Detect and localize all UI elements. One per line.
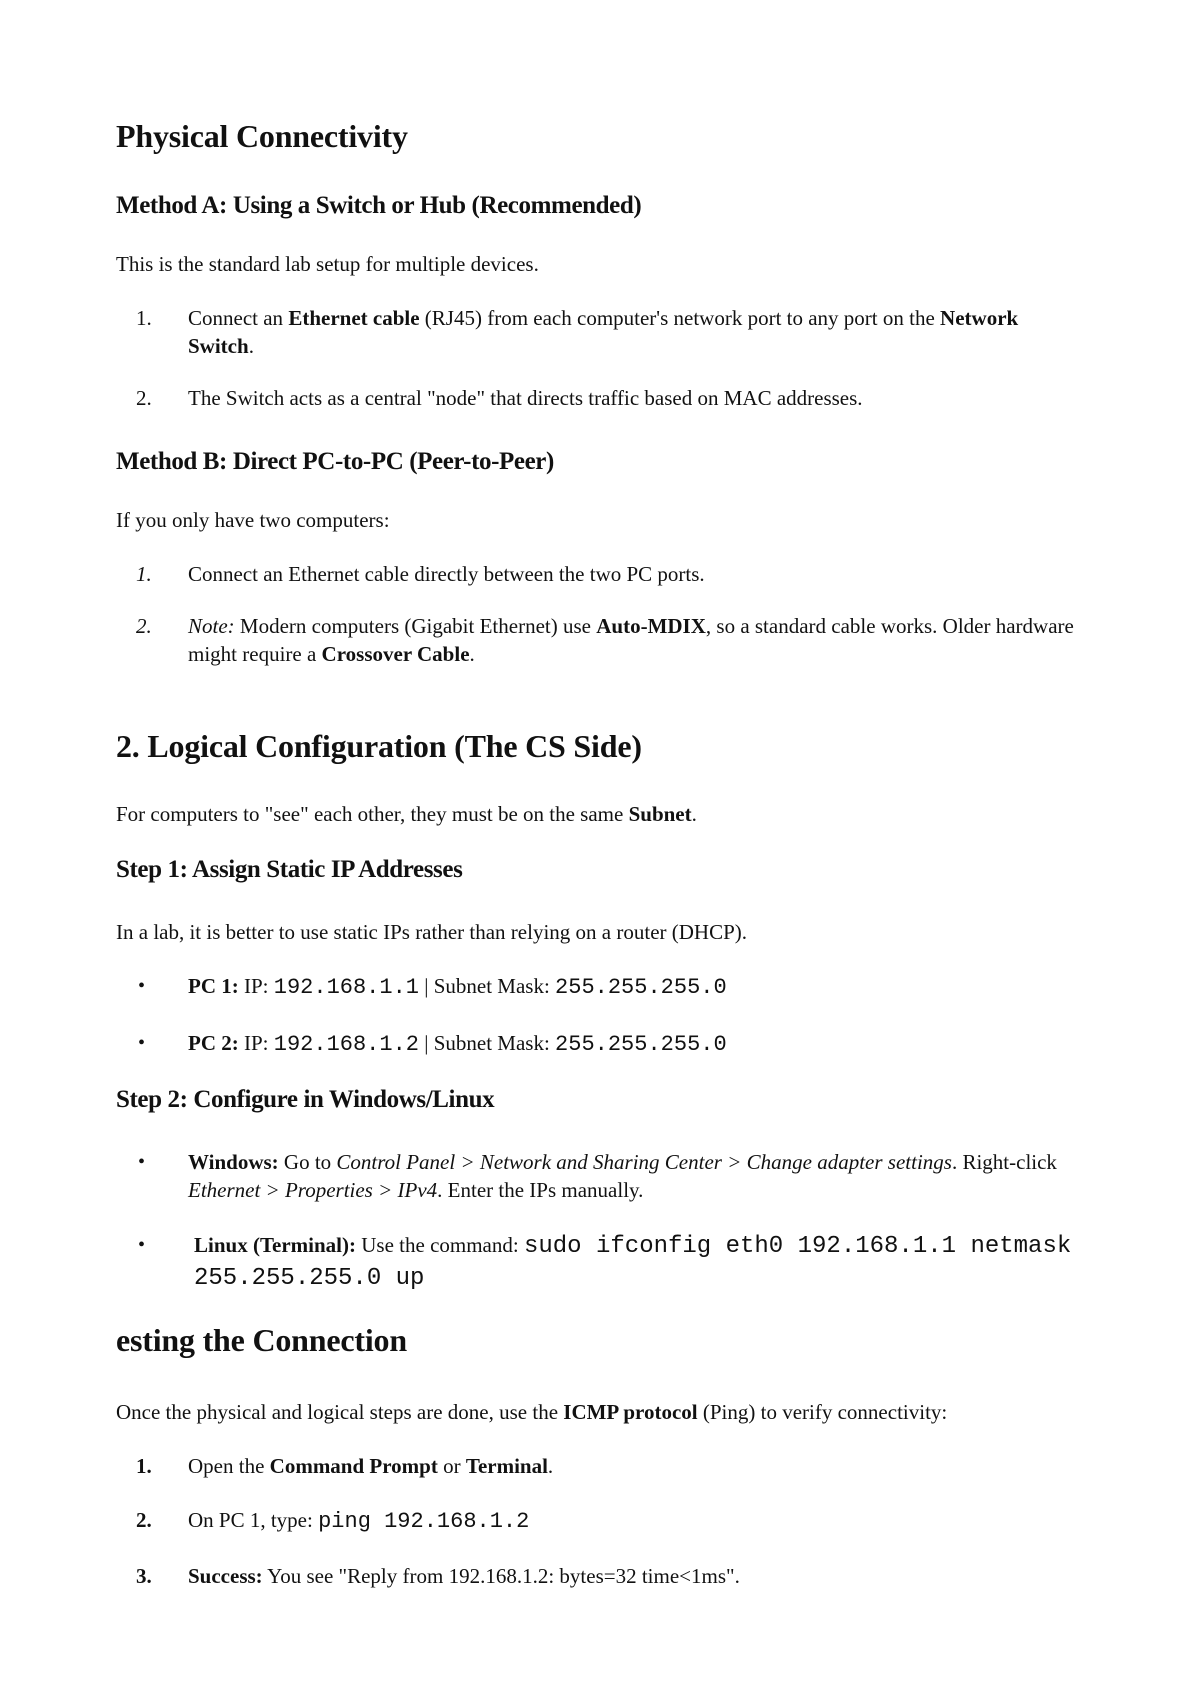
step-text: (RJ45) from each computer's network port to any port on the <box>419 306 941 330</box>
step-text: , so a standard cable works. Older hardware might require a <box>188 614 1074 666</box>
command-text: sudo ifconfig eth0 192.168.1.1 netmask 255.255.255.0 up <box>194 1233 1072 1292</box>
step2-heading: Step 2: Configure in Windows/Linux <box>116 1086 495 1113</box>
method-a-steps <box>116 304 1076 412</box>
list-item <box>116 1452 1076 1480</box>
ip-prefix: IP: <box>238 1031 274 1055</box>
step-text: Open the <box>188 1454 270 1478</box>
config-path: Control Panel > Network and Sharing Center > Change adapter settings <box>336 1150 952 1174</box>
section-title-logical: 2. Logical Configuration (The CS Side) <box>116 728 642 764</box>
step-text: or <box>437 1454 466 1478</box>
note-label: Note: <box>188 614 235 638</box>
bullet-marker: • <box>138 1234 146 1256</box>
intro-text: Once the physical and logical steps are done, use the <box>116 1400 564 1424</box>
list-item <box>116 1029 1076 1059</box>
list-marker: 1. <box>136 562 152 586</box>
config-text: . Right-click <box>951 1150 1057 1174</box>
step-text: . <box>547 1454 554 1478</box>
success-label: Success: <box>188 1564 263 1588</box>
list-item <box>116 612 1076 668</box>
method-b-steps <box>116 560 1076 668</box>
method-b-intro: If you only have two computers: <box>116 508 390 532</box>
step-text: Connect an Ethernet cable directly between the two PC ports. <box>188 562 705 586</box>
config-text: Use the command: <box>356 1233 524 1257</box>
step-bold: Network Switch <box>188 306 1019 358</box>
testing-steps <box>116 1452 1076 1590</box>
pc-label: PC 2: <box>188 1031 239 1055</box>
list-item <box>116 1562 1076 1590</box>
mask-value: 255.255.255.0 <box>555 975 727 1000</box>
step-bold: Crossover Cable <box>321 642 470 666</box>
step-text: . <box>469 642 475 666</box>
step1-intro: In a lab, it is better to use static IPs rather than relying on a router (DHCP). <box>116 920 748 944</box>
step-bold: Command Prompt <box>269 1454 438 1478</box>
method-a-intro: This is the standard lab setup for multiple devices. <box>116 252 539 276</box>
list-marker: 1. <box>136 306 152 330</box>
step-text: Modern computers (Gigabit Ethernet) use <box>234 614 597 638</box>
config-text: Go to <box>278 1150 337 1174</box>
list-item <box>116 1148 1076 1204</box>
pc-label: PC 1: <box>188 974 239 998</box>
logical-intro <box>116 800 697 828</box>
ip-list <box>116 972 1076 1059</box>
list-item <box>116 304 1076 360</box>
mask-value: 255.255.255.0 <box>555 1032 727 1057</box>
config-text: . Enter the IPs manually. <box>437 1178 644 1202</box>
bullet-marker: • <box>138 1151 146 1173</box>
list-item <box>116 972 1076 1002</box>
intro-bold: Subnet <box>628 802 692 826</box>
mask-prefix: | Subnet Mask: <box>419 974 556 998</box>
config-path: Ethernet > Properties > IPv4 <box>188 1178 438 1202</box>
list-item <box>116 560 1076 588</box>
list-item <box>116 1506 1076 1536</box>
list-marker: 2. <box>136 1508 152 1532</box>
section-title-testing: esting the Connection <box>116 1322 407 1358</box>
method-a-heading: Method A: Using a Switch or Hub (Recommended) <box>116 192 642 219</box>
list-item <box>116 1230 1076 1294</box>
list-item <box>116 384 1076 412</box>
ip-prefix: IP: <box>238 974 274 998</box>
step-bold: Terminal <box>465 1454 548 1478</box>
ip-value: 192.168.1.2 <box>273 1032 419 1057</box>
os-label: Linux (Terminal): <box>194 1233 356 1257</box>
step-text: On PC 1, type: <box>188 1508 319 1532</box>
intro-text: . <box>691 802 697 826</box>
bullet-marker: • <box>138 975 146 997</box>
section-title-physical: Physical Connectivity <box>116 118 408 154</box>
step-text: You see "Reply from 192.168.1.2: bytes=32 time<1ms". <box>262 1564 740 1588</box>
list-marker: 3. <box>136 1564 152 1588</box>
mask-prefix: | Subnet Mask: <box>419 1031 556 1055</box>
method-b-heading: Method B: Direct PC-to-PC (Peer-to-Peer) <box>116 448 554 475</box>
os-config-list <box>116 1148 1076 1294</box>
step-text: The Switch acts as a central "node" that directs traffic based on MAC addresses. <box>188 386 863 410</box>
ip-value: 192.168.1.1 <box>273 975 419 1000</box>
step-text: Connect an <box>188 306 289 330</box>
bullet-marker: • <box>138 1032 146 1054</box>
step-bold: Auto-MDIX <box>596 614 706 638</box>
intro-text: For computers to "see" each other, they must be on the same <box>116 802 629 826</box>
os-label: Windows: <box>188 1150 279 1174</box>
list-marker: 2. <box>136 614 152 638</box>
step1-heading: Step 1: Assign Static IP Addresses <box>116 856 463 883</box>
intro-bold: ICMP protocol <box>563 1400 698 1424</box>
step-bold: Ethernet cable <box>288 306 420 330</box>
code-text: ping 192.168.1.2 <box>318 1509 530 1534</box>
list-marker: 2. <box>136 386 152 410</box>
testing-intro <box>116 1398 947 1426</box>
intro-text: (Ping) to verify connectivity: <box>697 1400 948 1424</box>
step-text: . <box>248 334 254 358</box>
list-marker: 1. <box>136 1454 152 1478</box>
